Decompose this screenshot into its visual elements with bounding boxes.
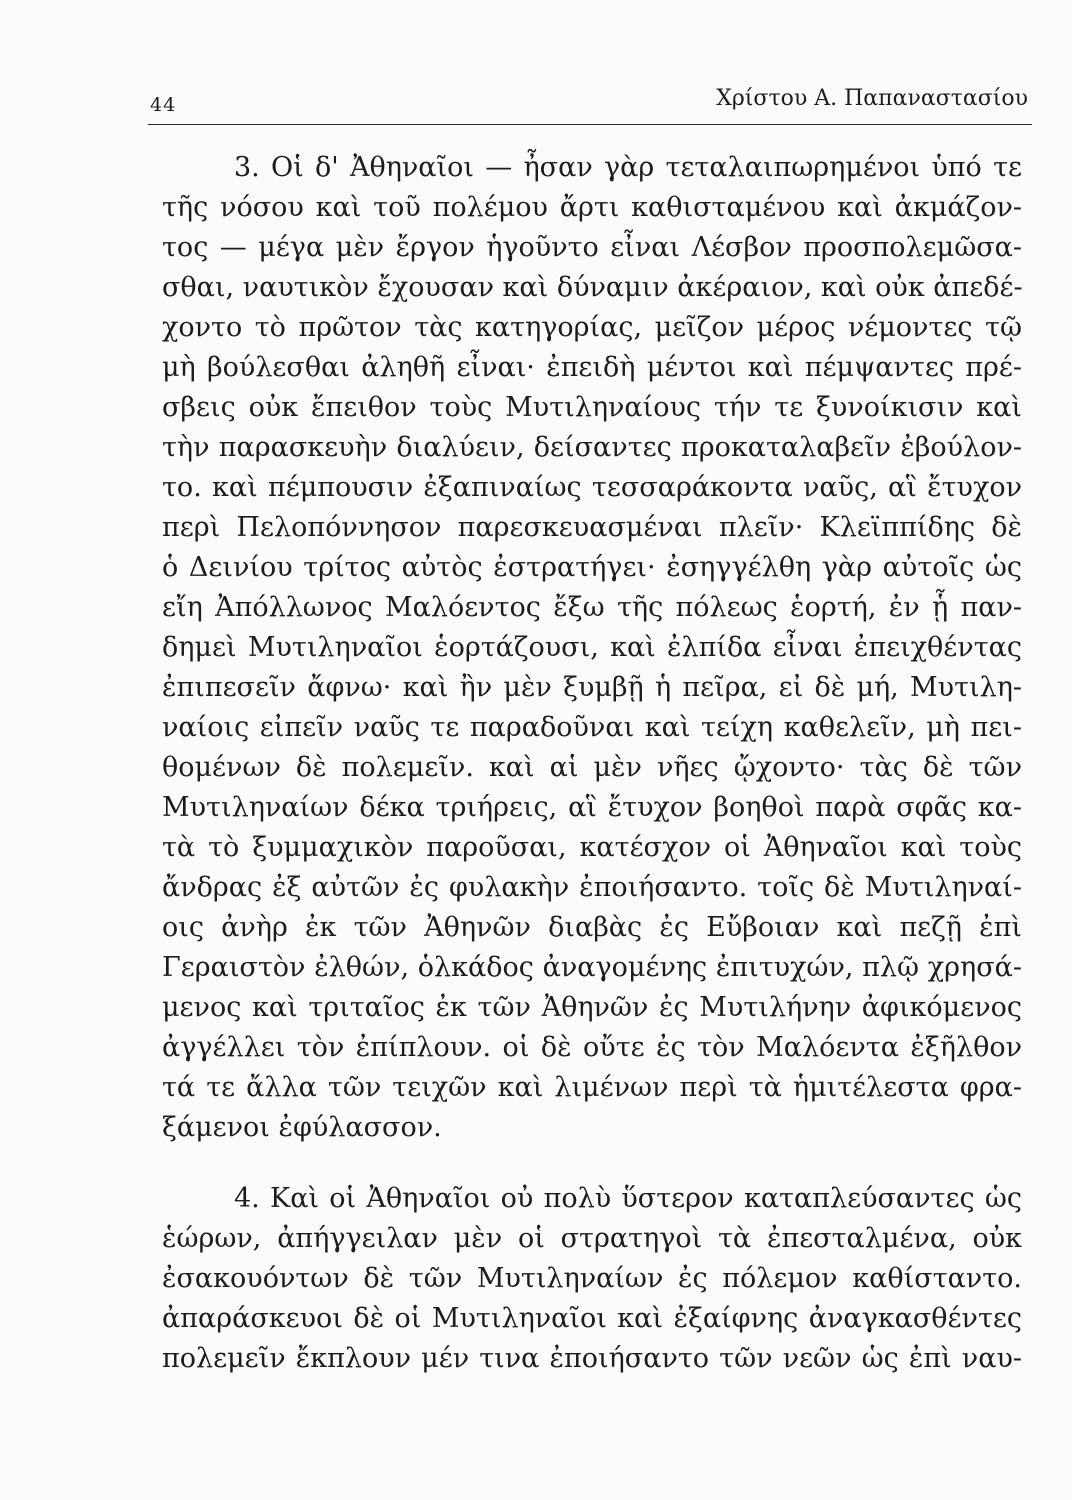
running-head: Χρίστου Α. Παπαναστασίου: [716, 86, 1028, 111]
header-rule: [148, 124, 1032, 125]
text-line: εἴη Ἀπόλλωνος Μαλόεντος ἔξω τῆς πόλεως ἑορτή, ἐν ᾗ παν-: [162, 592, 1022, 623]
text-line: ναίοις εἰπεῖν ναῦς τε παραδοῦναι καὶ τείχη καθελεῖν, μὴ πει-: [162, 712, 1022, 743]
page-number: 44: [150, 94, 177, 116]
text-line: ἀπαράσκευοι δὲ οἱ Μυτιληναῖοι καὶ ἐξαίφνης ἀναγκασθέντες: [162, 1303, 1022, 1334]
text-line: περὶ Πελοπόννησον παρεσκευασμέναι πλεῖν· Κλεϊππίδης δὲ: [162, 512, 1022, 543]
text-line: χοντο τὸ πρῶτον τὰς κατηγορίας, μεῖζον μέρος νέμοντες τῷ: [162, 312, 1022, 343]
text-line: σβεις οὐκ ἔπειθον τοὺς Μυτιληναίους τήν τε ξυνοίκισιν καὶ: [162, 392, 1022, 423]
text-line: τος — μέγα μὲν ἔργον ἡγοῦντο εἶναι Λέσβον προσπολεμῶσα-: [162, 232, 1022, 263]
text-line: το. καὶ πέμπουσιν ἐξαπιναίως τεσσαράκοντα ναῦς, αἳ ἔτυχον: [162, 472, 1022, 503]
text-line: μενος καὶ τριταῖος ἐκ τῶν Ἀθηνῶν ἐς Μυτιλήνην ἀφικόμενος: [162, 992, 1022, 1023]
text-line: ὁ Δεινίου τρίτος αὐτὸς ἐστρατήγει· ἐσηγγέλθη γὰρ αὐτοῖς ὡς: [162, 552, 1022, 583]
text-line: ξάμενοι ἐφύλασσον.: [162, 1112, 442, 1143]
text-line: οις ἀνὴρ ἐκ τῶν Ἀθηνῶν διαβὰς ἐς Εὔβοιαν καὶ πεζῇ ἐπὶ: [162, 912, 1022, 943]
text-line: θομένων δὲ πολεμεῖν. καὶ αἱ μὲν νῆες ᾤχοντο· τὰς δὲ τῶν: [162, 752, 1022, 783]
paragraph-3: [162, 148, 1022, 1148]
text-line: σθαι, ναυτικὸν ἔχουσαν καὶ δύναμιν ἀκέραιον, καὶ οὐκ ἀπεδέ-: [162, 272, 1023, 303]
text-line: ἄνδρας ἐξ αὐτῶν ἐς φυλακὴν ἐποιήσαντο. τοῖς δὲ Μυτιληναί-: [162, 872, 1022, 903]
text-line: Γεραιστὸν ἐλθών, ὁλκάδος ἀναγομένης ἐπιτυχών, πλῷ χρησά-: [162, 952, 1022, 983]
paragraph-gap: [162, 1148, 1022, 1179]
text-line: τά τε ἄλλα τῶν τειχῶν καὶ λιμένων περὶ τὰ ἡμιτέλεστα φρα-: [162, 1072, 1022, 1103]
text-line: ἐσακουόντων δὲ τῶν Μυτιληναίων ἐς πόλεμον καθίσταντο.: [162, 1263, 1022, 1294]
text-line: δημεὶ Μυτιληναῖοι ἑορτάζουσι, καὶ ἐλπίδα εἶναι ἐπειχθέντας: [162, 632, 1022, 663]
text-line: 4. Καὶ οἱ Ἀθηναῖοι οὐ πολὺ ὕστερον καταπλεύσαντες ὡς: [234, 1183, 1022, 1214]
text-line: τῆς νόσου καὶ τοῦ πολέμου ἄρτι καθισταμένου καὶ ἀκμάζον-: [162, 192, 1022, 223]
text-line: μὴ βούλεσθαι ἀληθῆ εἶναι· ἐπειδὴ μέντοι καὶ πέμψαντες πρέ-: [162, 352, 1022, 383]
page-header: [150, 82, 1030, 116]
paragraph-4: [162, 1179, 1022, 1379]
text-line: Μυτιληναίων δέκα τριήρεις, αἳ ἔτυχον βοηθοὶ παρὰ σφᾶς κα-: [162, 792, 1022, 823]
text-line: ἑώρων, ἀπήγγειλαν μὲν οἱ στρατηγοὶ τὰ ἐπεσταλμένα, οὐκ: [162, 1223, 1022, 1254]
text-line: τὴν παρασκευὴν διαλύειν, δείσαντες προκαταλαβεῖν ἐβούλον-: [162, 432, 1022, 463]
text-line: ἀγγέλλει τὸν ἐπίπλουν. οἱ δὲ οὔτε ἐς τὸν Μαλόεντα ἐξῆλθον: [162, 1032, 1022, 1063]
text-line: ἐπιπεσεῖν ἄφνω· καὶ ἢν μὲν ξυμβῇ ἡ πεῖρα, εἰ δὲ μή, Μυτιλη-: [162, 672, 1022, 703]
body-text: [162, 148, 1022, 1379]
text-line: τὰ τὸ ξυμμαχικὸν παροῦσαι, κατέσχον οἱ Ἀθηναῖοι καὶ τοὺς: [162, 832, 1022, 863]
text-line: 3. Οἱ δ' Ἀθηναῖοι — ἦσαν γὰρ τεταλαιπωρημένοι ὑπό τε: [234, 152, 1022, 183]
text-line: πολεμεῖν ἔκπλουν μέν τινα ἐποιήσαντο τῶν νεῶν ὡς ἐπὶ ναυ-: [162, 1343, 1022, 1374]
